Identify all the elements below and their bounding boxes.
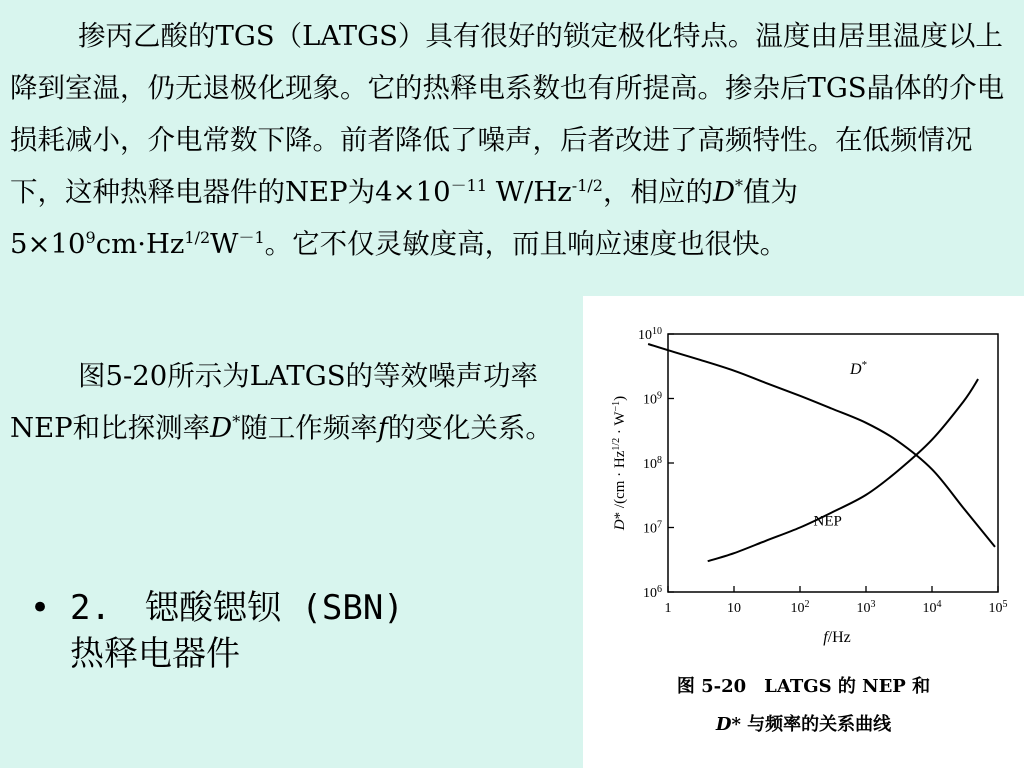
p1-text-6: W — [210, 228, 239, 260]
p1-sup-3: * — [735, 175, 744, 195]
x-tick-label: $10^2$ — [790, 598, 810, 616]
p2-text-1: 图5-20所示为LATGS的等效噪声功率NEP和比探测率 — [10, 360, 539, 444]
nep-dstar-chart — [583, 296, 1024, 668]
y-tick-label: $10^8$ — [643, 454, 662, 472]
p1-text-2: W/Hz — [487, 176, 572, 208]
p1-text-1: 掺丙乙酸的TGS（LATGS）具有很好的锁定极化特点。温度由居里温度以上降到室温，仍无退极化现象。它的热释电系数也有所提高。掺杂后TGS晶体的介电损耗减小，介电常数下降。前者降低了噪声，后者改进了高频特性。在低频情况下，这种热释电器件的NEP为4×10 — [10, 20, 1005, 208]
series-group — [648, 344, 995, 561]
nep-curve-label: NEP — [813, 513, 842, 530]
bullet-line-1: 2. 锶酸锶钡 (SBN) — [70, 588, 404, 628]
bullet-item-sbn — [30, 585, 404, 677]
figure-caption-line-2 — [583, 710, 1024, 736]
caption-italic-d: D — [715, 714, 732, 735]
x-tick-label: $10^3$ — [856, 598, 876, 616]
y-tick-label: $10^7$ — [643, 519, 662, 537]
figure-caption-line-1: 图 5-20 LATGS 的 NEP 和 — [676, 676, 931, 697]
bullet-marker: • — [30, 588, 51, 628]
y-tick-label: $10^9$ — [643, 390, 662, 408]
dstar-curve-label: D* — [850, 358, 868, 378]
p1-text-4: 值为5×10 — [10, 176, 799, 260]
p1-sup-6: －1 — [238, 227, 265, 247]
x-tick-label: $10^4$ — [922, 598, 942, 616]
bullet-line-2: 热释电器件 — [70, 634, 240, 674]
y-axis-label-sup1: 1/2 — [610, 437, 622, 451]
y-axis-label — [611, 396, 629, 531]
y-axis-label-italic: D — [612, 519, 628, 531]
y-axis-label-mid: · W — [612, 411, 628, 438]
figure-5-20 — [583, 296, 1024, 768]
p1-sup-1: －11 — [450, 175, 488, 195]
p2-italic-f: f — [377, 412, 388, 444]
y-axis-label-end: ) — [612, 395, 628, 401]
body-paragraph-2 — [10, 350, 570, 454]
caption-rest: * 与频率的关系曲线 — [731, 714, 892, 735]
p2-text-2: 随工作频率 — [240, 412, 378, 444]
x-axis-ticks — [665, 586, 1008, 616]
p1-text-3: ，相应的 — [602, 176, 713, 208]
p2-sup: * — [232, 411, 241, 431]
p1-sup-4: 9 — [85, 227, 96, 247]
y-axis-label-text: * /(cm · Hz — [612, 450, 628, 520]
p1-sup-5: 1/2 — [184, 227, 211, 247]
body-paragraph-1 — [10, 10, 1014, 270]
x-tick-label: 1 — [664, 601, 672, 616]
p1-text-5: cm·Hz — [95, 228, 185, 260]
y-axis-label-sup2: −1 — [610, 400, 622, 412]
x-axis-label — [823, 629, 851, 646]
nep-curve — [708, 379, 978, 561]
p2-text-3: 的变化关系。 — [387, 412, 553, 444]
p2-italic-d: D — [210, 412, 233, 444]
x-tick-label: 10 — [727, 601, 741, 616]
x-axis-label-italic: f — [823, 629, 828, 646]
y-tick-label: $10^6$ — [643, 583, 662, 601]
x-tick-label: $10^5$ — [988, 598, 1008, 616]
p1-text-7: 。它不仅灵敏度高，而且响应速度也很快。 — [264, 228, 788, 260]
y-tick-label: $10^{10}$ — [638, 325, 662, 343]
x-axis-label-unit: /Hz — [827, 629, 851, 646]
p1-italic-d: D — [712, 176, 736, 208]
plot-frame — [668, 334, 998, 592]
p1-sup-2: -1/2 — [571, 175, 603, 195]
